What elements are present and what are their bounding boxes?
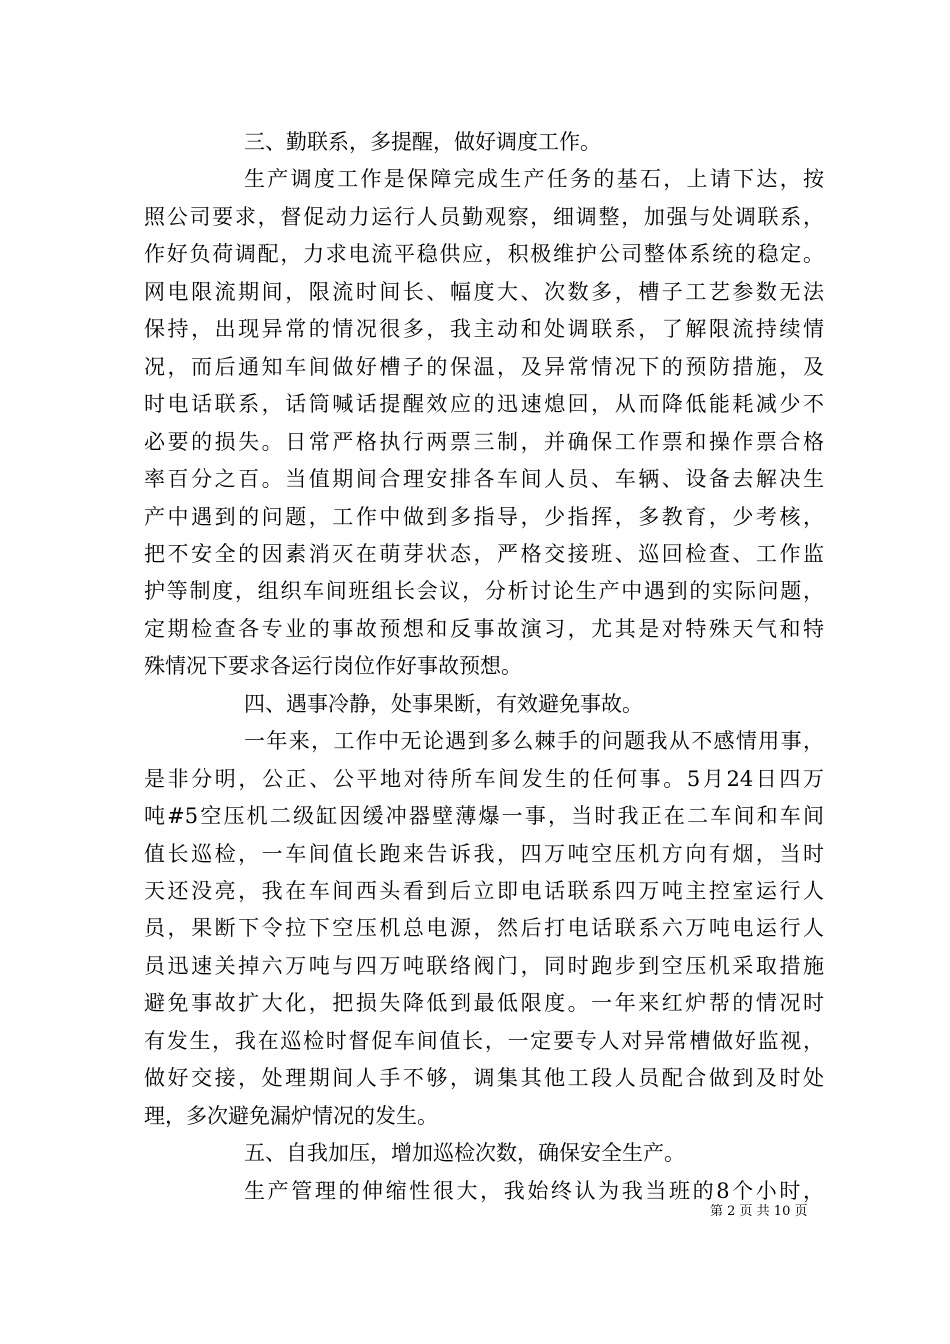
text-line: 率百分之百。当值期间合理安排各车间人员、车辆、设备去解决生 xyxy=(144,467,824,491)
text-line: 做好交接，处理期间人手不够，调集其他工段人员配合做到及时处 xyxy=(144,1066,824,1090)
text-line: 产中遇到的问题，工作中做到多指导，少指挥，多教育，少考核， xyxy=(144,505,824,529)
text-line: 保持，出现异常的情况很多，我主动和处调联系，了解限流持续情 xyxy=(144,317,824,341)
text-line: 生产调度工作是保障完成生产任务的基石，上请下达，按 xyxy=(244,167,824,191)
text-line: 员，果断下令拉下空压机总电源，然后打电话联系六万吨电运行人 xyxy=(144,916,824,940)
text-line: 五、自我加压，增加巡检次数，确保安全生产。 xyxy=(244,1141,685,1165)
text-line: 网电限流期间，限流时间长、幅度大、次数多，槽子工艺参数无法 xyxy=(144,280,824,304)
text-line: 避免事故扩大化，把损失降低到最低限度。一年来红炉帮的情况时 xyxy=(144,991,824,1015)
text-line: 护等制度，组织车间班组长会议，分析讨论生产中遇到的实际问题， xyxy=(144,579,824,603)
text-line: 值长巡检，一车间值长跑来告诉我，四万吨空压机方向有烟，当时 xyxy=(144,842,824,866)
text-line: 有发生，我在巡检时督促车间值长，一定要专人对异常槽做好监视， xyxy=(144,1029,824,1053)
text-line: 吨#5空压机二级缸因缓冲器壁薄爆一事，当时我正在二车间和车间 xyxy=(144,804,824,828)
text-line: 时电话联系，话筒喊话提醒效应的迅速熄回，从而降低能耗减少不 xyxy=(144,392,824,416)
text-line: 是非分明，公正、公平地对待所车间发生的任何事。5月24日四万 xyxy=(144,767,824,791)
text-line: 照公司要求，督促动力运行人员勤观察，细调整，加强与处调联系， xyxy=(144,205,824,229)
text-line: 生产管理的伸缩性很大，我始终认为我当班的8个小时， xyxy=(244,1179,824,1203)
text-line: 天还没亮，我在车间西头看到后立即电话联系四万吨主控室运行人 xyxy=(144,879,824,903)
text-line: 殊情况下要求各运行岗位作好事故预想。 xyxy=(144,654,522,678)
text-line: 理，多次避免漏炉情况的发生。 xyxy=(144,1104,438,1128)
page-footer: 第 2 页 共 10 页 xyxy=(710,1204,808,1219)
text-line: 必要的损失。日常严格执行两票三制，并确保工作票和操作票合格 xyxy=(144,430,824,454)
text-line: 况，而后通知车间做好槽子的保温，及异常情况下的预防措施，及 xyxy=(144,355,824,379)
text-line: 作好负荷调配，力求电流平稳供应，积极维护公司整体系统的稳定。 xyxy=(144,242,824,266)
text-line: 定期检查各专业的事故预想和反事故演习，尤其是对特殊天气和特 xyxy=(144,617,824,641)
text-line: 一年来，工作中无论遇到多么棘手的问题我从不感情用事， xyxy=(244,729,824,753)
text-line: 四、遇事冷静，处事果断，有效避免事故。 xyxy=(244,692,643,716)
text-line: 把不安全的因素消灭在萌芽状态，严格交接班、巡回检查、工作监 xyxy=(144,542,824,566)
text-line: 三、勤联系，多提醒，做好调度工作。 xyxy=(244,130,601,154)
text-line: 员迅速关掉六万吨与四万吨联络阀门，同时跑步到空压机采取措施 xyxy=(144,954,824,978)
